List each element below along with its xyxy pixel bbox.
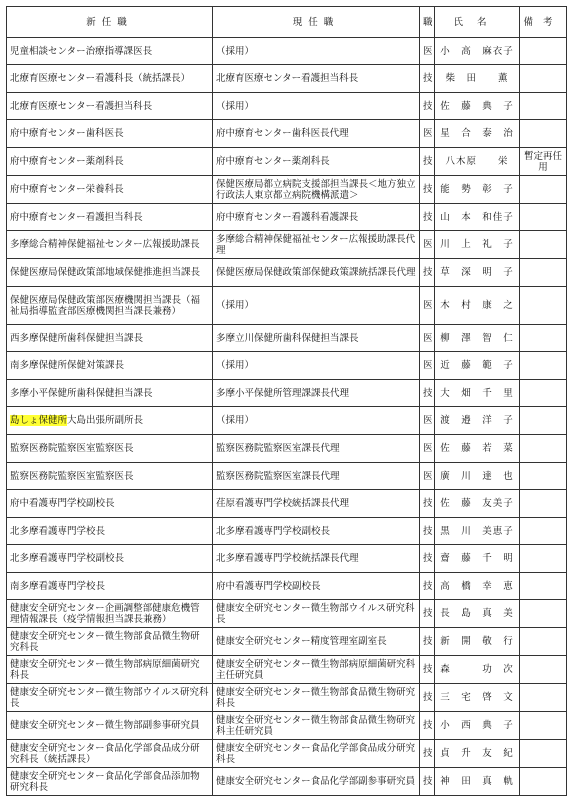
table-row bbox=[7, 231, 567, 259]
current-post-cell: 健康安全研究センター微生物部病原細菌研究科主任研究員 bbox=[213, 656, 420, 684]
remarks-cell bbox=[520, 259, 567, 287]
header-name: 氏名 bbox=[435, 7, 520, 38]
table-row bbox=[7, 120, 567, 148]
new-post-cell bbox=[7, 435, 213, 463]
job-type-cell: 技 bbox=[420, 148, 435, 176]
new-post-text: 健康安全研究センター企画調整部健康危機管理情報課長（疫学情報担当課長兼務） bbox=[10, 602, 200, 625]
name-cell: 能 勢 彰 子 bbox=[435, 176, 520, 204]
job-type-cell: 技 bbox=[420, 628, 435, 656]
current-post-cell: 保健医療局保健政策部保健政策課統括課長代理 bbox=[213, 259, 420, 287]
job-type-cell: 医 bbox=[420, 463, 435, 490]
current-post-cell: 多摩立川保健所歯科保健担当課長 bbox=[213, 325, 420, 352]
table-row bbox=[7, 93, 567, 120]
job-type-cell: 医 bbox=[420, 352, 435, 380]
name-cell: 高 橋 幸 恵 bbox=[435, 573, 520, 600]
personnel-table bbox=[6, 6, 567, 796]
remarks-cell bbox=[520, 768, 567, 796]
header-current-post: 現任職 bbox=[213, 7, 420, 38]
new-post-text: 保健医療局保健政策部医療機関担当課長（福祉局指導監査部医療機関担当課長兼務） bbox=[10, 294, 201, 317]
remarks-cell bbox=[520, 628, 567, 656]
remarks-cell bbox=[520, 231, 567, 259]
new-post-cell bbox=[7, 120, 213, 148]
new-post-cell bbox=[7, 65, 213, 93]
table-row bbox=[7, 628, 567, 656]
table-row bbox=[7, 148, 567, 176]
table-body bbox=[7, 38, 567, 796]
name-cell: 貞 升 友 紀 bbox=[435, 740, 520, 768]
remarks-cell bbox=[520, 463, 567, 490]
remarks-cell bbox=[520, 352, 567, 380]
name-cell: 廣 川 達 也 bbox=[435, 463, 520, 490]
current-post-cell: 健康安全研究センター微生物部食品微生物研究科主任研究員 bbox=[213, 712, 420, 740]
new-post-cell bbox=[7, 204, 213, 231]
new-post-cell bbox=[7, 259, 213, 287]
job-type-cell: 技 bbox=[420, 65, 435, 93]
remarks-cell bbox=[520, 407, 567, 435]
new-post-text: 府中療育センター薬剤科長 bbox=[10, 156, 124, 167]
name-cell: 星 合 泰 治 bbox=[435, 120, 520, 148]
job-type-cell: 医 bbox=[420, 407, 435, 435]
remarks-cell bbox=[520, 380, 567, 407]
new-post-text: 児童相談センター治療指導課医長 bbox=[10, 45, 153, 57]
new-post-text: 府中看護専門学校副校長 bbox=[10, 498, 115, 509]
current-post-cell: 健康安全研究センター精度管理室副室長 bbox=[213, 628, 420, 656]
remarks-cell: 暫定再任用 bbox=[520, 148, 567, 176]
new-post-cell bbox=[7, 148, 213, 176]
remarks-cell bbox=[520, 435, 567, 463]
new-post-text: 健康安全研究センター食品化学部食品添加物研究科長 bbox=[10, 770, 200, 793]
current-post-cell: 北療育医療センター看護担当科長 bbox=[213, 65, 420, 93]
highlighted-text: 島しょ保健所 bbox=[10, 415, 68, 426]
table-row bbox=[7, 768, 567, 796]
new-post-cell bbox=[7, 518, 213, 545]
current-post-cell: 府中療育センター歯科医長代理 bbox=[213, 120, 420, 148]
new-post-cell bbox=[7, 231, 213, 259]
current-post-cell: （採用） bbox=[213, 93, 420, 120]
header-job-type: 職 bbox=[420, 7, 435, 38]
table-row bbox=[7, 435, 567, 463]
new-post-text: 府中療育センター歯科医長 bbox=[10, 128, 124, 139]
new-post-text: 健康安全研究センター微生物部ウイルス研究科長 bbox=[10, 686, 209, 709]
remarks-cell bbox=[520, 684, 567, 712]
current-post-cell: （採用） bbox=[213, 38, 420, 65]
current-post-cell: （採用） bbox=[213, 287, 420, 325]
job-type-cell: 技 bbox=[420, 176, 435, 204]
job-type-cell: 技 bbox=[420, 380, 435, 407]
remarks-cell bbox=[520, 712, 567, 740]
new-post-text: 北多摩看護専門学校長 bbox=[10, 525, 106, 537]
remarks-cell bbox=[520, 120, 567, 148]
current-post-cell: 府中療育センター看護科看護課長 bbox=[213, 204, 420, 231]
remarks-cell bbox=[520, 325, 567, 352]
new-post-cell bbox=[7, 38, 213, 65]
name-cell: 柳 澤 智 仁 bbox=[435, 325, 520, 352]
name-cell: 八木原 栄 bbox=[435, 148, 520, 176]
current-post-cell: 多摩小平保健所管理課課長代理 bbox=[213, 380, 420, 407]
new-post-text: 府中療育センター栄養科長 bbox=[10, 184, 124, 195]
remarks-cell bbox=[520, 600, 567, 628]
table-row bbox=[7, 518, 567, 545]
job-type-cell: 技 bbox=[420, 656, 435, 684]
remarks-cell bbox=[520, 518, 567, 545]
job-type-cell: 技 bbox=[420, 712, 435, 740]
new-post-cell bbox=[7, 628, 213, 656]
current-post-cell: 監察医務院監察医室課長代理 bbox=[213, 435, 420, 463]
new-post-cell bbox=[7, 352, 213, 380]
table-row bbox=[7, 740, 567, 768]
table-row bbox=[7, 380, 567, 407]
table-row bbox=[7, 684, 567, 712]
name-cell: 山 本 和佳子 bbox=[435, 204, 520, 231]
job-type-cell: 技 bbox=[420, 768, 435, 796]
new-post-cell bbox=[7, 684, 213, 712]
new-post-text: 保健医療局保健政策部地域保健推進担当課長 bbox=[10, 267, 201, 278]
new-post-text: 南多摩保健所保健対策課長 bbox=[10, 360, 125, 371]
job-type-cell: 技 bbox=[420, 490, 435, 518]
current-post-cell: 健康安全研究センター微生物部ウイルス研究科長 bbox=[213, 600, 420, 628]
header-remarks: 備考 bbox=[520, 7, 567, 38]
new-post-text: 健康安全研究センター微生物部病原細菌研究科長 bbox=[10, 658, 200, 681]
new-post-text: 大島出張所副所長 bbox=[67, 415, 144, 426]
new-post-text: 南多摩看護専門学校長 bbox=[10, 580, 106, 592]
name-cell: 草 深 明 子 bbox=[435, 259, 520, 287]
job-type-cell: 技 bbox=[420, 259, 435, 287]
name-cell: 黒 川 美恵子 bbox=[435, 518, 520, 545]
new-post-cell bbox=[7, 768, 213, 796]
current-post-cell: 監察医務院監察医室課長代理 bbox=[213, 463, 420, 490]
table-row bbox=[7, 352, 567, 380]
current-post-cell: （採用） bbox=[213, 352, 420, 380]
remarks-cell bbox=[520, 287, 567, 325]
table-row bbox=[7, 407, 567, 435]
table-row bbox=[7, 38, 567, 65]
table-row bbox=[7, 490, 567, 518]
current-post-cell: 健康安全研究センター食品化学部副参事研究員 bbox=[213, 768, 420, 796]
table-row bbox=[7, 176, 567, 204]
table-row bbox=[7, 463, 567, 490]
new-post-text: 多摩小平保健所歯科保健担当課長 bbox=[10, 387, 153, 399]
new-post-cell bbox=[7, 93, 213, 120]
table-row bbox=[7, 573, 567, 600]
table-row bbox=[7, 325, 567, 352]
table-row bbox=[7, 656, 567, 684]
job-type-cell: 医 bbox=[420, 120, 435, 148]
new-post-cell bbox=[7, 380, 213, 407]
name-cell: 佐 藤 若 菜 bbox=[435, 435, 520, 463]
name-cell: 木 村 康 之 bbox=[435, 287, 520, 325]
new-post-cell bbox=[7, 740, 213, 768]
table-row bbox=[7, 65, 567, 93]
name-cell: 近 藤 範 子 bbox=[435, 352, 520, 380]
job-type-cell: 技 bbox=[420, 204, 435, 231]
new-post-cell bbox=[7, 176, 213, 204]
new-post-cell bbox=[7, 573, 213, 600]
current-post-cell: 府中療育センター薬剤科長 bbox=[213, 148, 420, 176]
name-cell: 佐 藤 典 子 bbox=[435, 93, 520, 120]
remarks-cell bbox=[520, 573, 567, 600]
remarks-cell bbox=[520, 93, 567, 120]
current-post-cell: 荏原看護専門学校統括課長代理 bbox=[213, 490, 420, 518]
table-row bbox=[7, 204, 567, 231]
new-post-cell bbox=[7, 600, 213, 628]
remarks-cell bbox=[520, 490, 567, 518]
job-type-cell: 技 bbox=[420, 573, 435, 600]
name-cell: 齋 藤 千 明 bbox=[435, 545, 520, 573]
new-post-cell bbox=[7, 287, 213, 325]
remarks-cell bbox=[520, 204, 567, 231]
remarks-cell bbox=[520, 176, 567, 204]
name-cell: 小 高 麻衣子 bbox=[435, 38, 520, 65]
current-post-cell: 北多摩看護専門学校副校長 bbox=[213, 518, 420, 545]
job-type-cell: 技 bbox=[420, 600, 435, 628]
name-cell: 神 田 真 軌 bbox=[435, 768, 520, 796]
new-post-text: 西多摩保健所歯科保健担当課長 bbox=[10, 332, 144, 344]
new-post-cell bbox=[7, 325, 213, 352]
job-type-cell: 技 bbox=[420, 545, 435, 573]
remarks-cell bbox=[520, 65, 567, 93]
name-cell: 長 島 真 美 bbox=[435, 600, 520, 628]
new-post-cell bbox=[7, 712, 213, 740]
remarks-cell bbox=[520, 38, 567, 65]
name-cell: 新 開 敬 行 bbox=[435, 628, 520, 656]
remarks-cell bbox=[520, 545, 567, 573]
job-type-cell: 技 bbox=[420, 93, 435, 120]
name-cell: 三 宅 啓 文 bbox=[435, 684, 520, 712]
current-post-cell: 府中看護専門学校副校長 bbox=[213, 573, 420, 600]
table-row bbox=[7, 600, 567, 628]
name-cell: 森 功 次 bbox=[435, 656, 520, 684]
new-post-text: 健康安全研究センター食品化学部食品成分研究科長（統括課長） bbox=[10, 742, 200, 765]
name-cell: 川 上 礼 子 bbox=[435, 231, 520, 259]
new-post-cell bbox=[7, 407, 213, 435]
new-post-cell bbox=[7, 490, 213, 518]
header-row bbox=[7, 7, 567, 38]
current-post-cell: 健康安全研究センター食品化学部食品成分研究科長 bbox=[213, 740, 420, 768]
name-cell: 佐 藤 友美子 bbox=[435, 490, 520, 518]
remarks-cell bbox=[520, 656, 567, 684]
header-new-post: 新任職 bbox=[7, 7, 213, 38]
job-type-cell: 医 bbox=[420, 287, 435, 325]
job-type-cell: 技 bbox=[420, 684, 435, 712]
current-post-cell: 保健医療局都立病院支援部担当課長＜地方独立行政法人東京都立病院機構派遣＞ bbox=[213, 176, 420, 204]
table-row bbox=[7, 259, 567, 287]
new-post-text: 健康安全研究センター微生物部副参事研究員 bbox=[10, 720, 200, 731]
name-cell: 大 畑 千 里 bbox=[435, 380, 520, 407]
new-post-cell bbox=[7, 463, 213, 490]
new-post-text: 多摩総合精神保健福祉センター広報援助課長 bbox=[10, 239, 200, 250]
new-post-text: 監察医務院監察医室監察医長 bbox=[10, 443, 134, 454]
current-post-cell: 健康安全研究センター微生物部食品微生物研究科長 bbox=[213, 684, 420, 712]
current-post-cell: （採用） bbox=[213, 407, 420, 435]
table-row bbox=[7, 545, 567, 573]
table-row bbox=[7, 287, 567, 325]
new-post-text: 府中療育センター看護担当科長 bbox=[10, 211, 143, 223]
new-post-text: 北療育医療センター看護担当科長 bbox=[10, 100, 153, 112]
current-post-cell: 多摩総合精神保健福祉センター広報援助課長代理 bbox=[213, 231, 420, 259]
new-post-cell bbox=[7, 545, 213, 573]
new-post-cell bbox=[7, 656, 213, 684]
job-type-cell: 技 bbox=[420, 518, 435, 545]
new-post-text: 北多摩看護専門学校副校長 bbox=[10, 553, 125, 564]
name-cell: 渡 邉 洋 子 bbox=[435, 407, 520, 435]
current-post-cell: 北多摩看護専門学校統括課長代理 bbox=[213, 545, 420, 573]
table-row bbox=[7, 712, 567, 740]
new-post-text: 北療育医療センター看護科長（統括課長） bbox=[10, 73, 191, 84]
new-post-text: 監察医務院監察医室監察医長 bbox=[10, 470, 134, 482]
job-type-cell: 医 bbox=[420, 38, 435, 65]
remarks-cell bbox=[520, 740, 567, 768]
job-type-cell: 医 bbox=[420, 231, 435, 259]
name-cell: 柴 田 薫 bbox=[435, 65, 520, 93]
new-post-text: 健康安全研究センター微生物部食品微生物研究科長 bbox=[10, 630, 200, 653]
job-type-cell: 医 bbox=[420, 435, 435, 463]
job-type-cell: 医 bbox=[420, 325, 435, 352]
job-type-cell: 技 bbox=[420, 740, 435, 768]
name-cell: 小 西 典 子 bbox=[435, 712, 520, 740]
